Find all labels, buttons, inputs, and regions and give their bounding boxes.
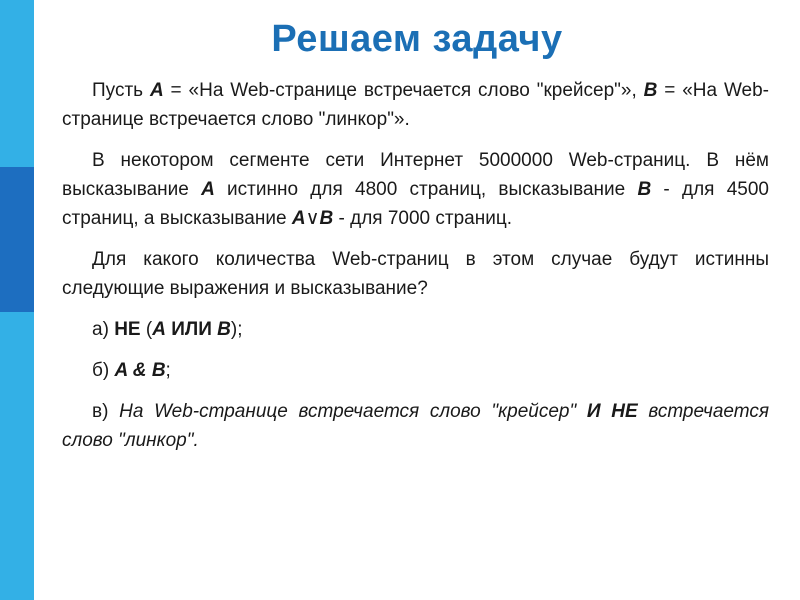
var-a: A [152, 319, 166, 340]
or-symbol: ∨ [305, 208, 320, 229]
var-a: A [201, 179, 215, 200]
item-b [62, 356, 769, 385]
definition-paragraph [62, 76, 769, 134]
op-and: & [127, 360, 152, 381]
var-a: A [149, 80, 164, 101]
condition-paragraph [62, 146, 769, 233]
item-prefix: а) [92, 319, 115, 340]
punct: ; [165, 360, 171, 381]
item-prefix: б) [92, 360, 115, 381]
paren: ( [140, 319, 153, 340]
text-fragment: Пусть [92, 80, 150, 101]
slide-content [62, 76, 769, 467]
left-sidebar-accent [0, 167, 34, 312]
op-or: ИЛИ [165, 319, 218, 340]
var-a: A [114, 360, 128, 381]
paren: ); [230, 319, 243, 340]
text-fragment: = «На Web-странице встречается слово "линкор"». [62, 80, 769, 130]
text-fragment: истинно для 4800 страниц, высказывание [214, 179, 638, 200]
item-prefix: в) [92, 401, 120, 422]
var-b: B [319, 208, 334, 229]
var-a: A [291, 208, 306, 229]
text-fragment: В некотором сегменте сети Интернет 5000000 Web-страниц. В нём высказывание [62, 150, 769, 200]
text-fragment: На Web-странице встречается слово "крейсер" [119, 401, 587, 422]
text-fragment: - для 4500 страниц, а высказывание [62, 179, 769, 229]
var-b: B [643, 80, 658, 101]
text-fragment: встречается слово "линкор". [62, 401, 770, 451]
var-b: B [151, 360, 166, 381]
slide-title: Решаем задачу [271, 18, 563, 60]
text-fragment: = «На Web-странице встречается слово "крейсер"», [163, 80, 644, 101]
text-fragment: - для 7000 страниц. [333, 208, 512, 229]
item-c [62, 397, 769, 455]
item-a [62, 315, 769, 344]
var-b: B [217, 319, 231, 340]
var-b: B [637, 179, 652, 200]
op-and-not: И НЕ [586, 401, 638, 422]
op-not: НЕ [114, 319, 141, 340]
question-paragraph: Для какого количества Web-страниц в этом случае будут истинны следующие выражения и высказывание? [62, 249, 769, 299]
